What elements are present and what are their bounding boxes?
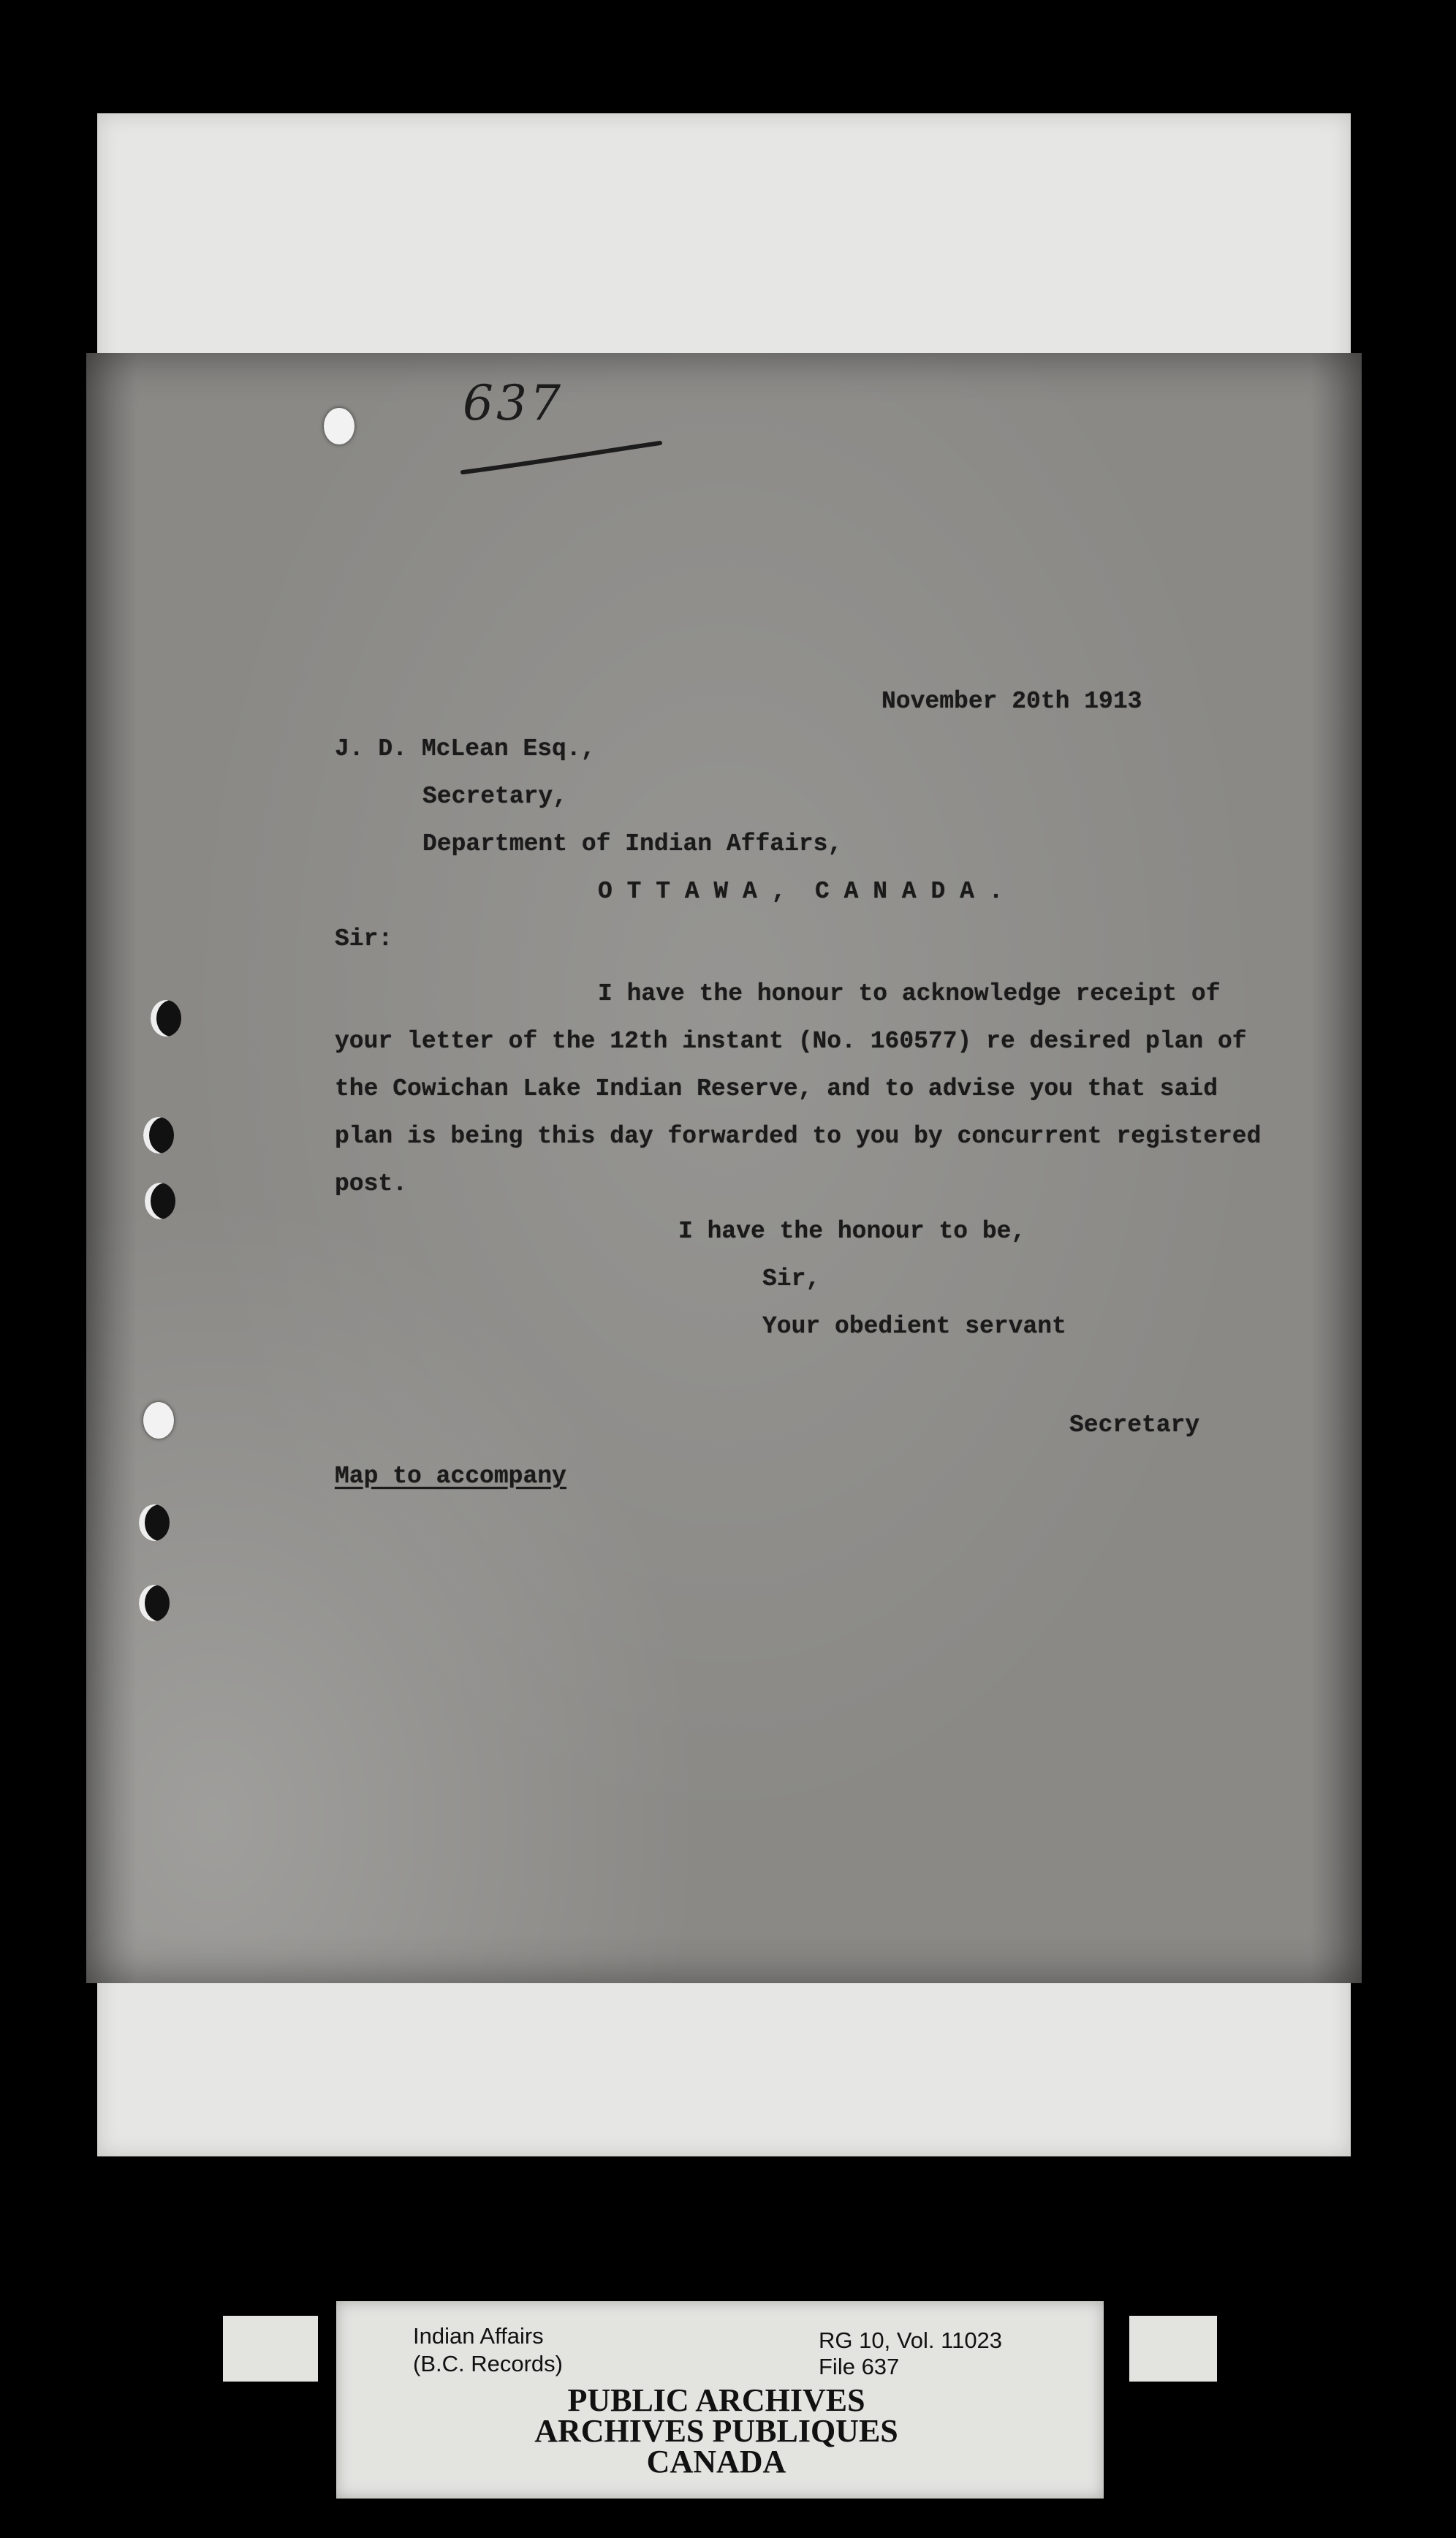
punch-hole xyxy=(151,1000,181,1037)
enclosure-note: Map to accompany xyxy=(335,1463,566,1490)
punch-hole xyxy=(145,1183,175,1219)
signature-title: Secretary xyxy=(1069,1412,1200,1439)
punch-hole xyxy=(143,1402,174,1439)
archive-name-en: PUBLIC ARCHIVES xyxy=(567,2382,865,2418)
archive-collection: Indian Affairs xyxy=(413,2323,544,2349)
typed-letter xyxy=(86,353,1362,1983)
closing-line: Your obedient servant xyxy=(762,1313,1066,1340)
body-line: your letter of the 12th instant (No. 160577) re desired plan of xyxy=(335,1028,1247,1055)
addressee-department: Department of Indian Affairs, xyxy=(422,830,843,857)
punch-hole xyxy=(324,408,354,444)
letter-date: November 20th 1913 xyxy=(881,688,1142,715)
label-tab xyxy=(223,2316,318,2382)
archive-country: CANADA xyxy=(646,2444,786,2480)
closing-line: Sir, xyxy=(762,1265,821,1292)
punch-hole xyxy=(139,1585,170,1621)
archive-file: File 637 xyxy=(819,2354,900,2379)
closing-line: I have the honour to be, xyxy=(678,1218,1026,1245)
punch-hole xyxy=(139,1504,170,1541)
label-tab xyxy=(1129,2316,1217,2382)
addressee-name: J. D. McLean Esq., xyxy=(335,735,596,762)
handwritten-file-number: 637 xyxy=(463,375,564,431)
addressee-city: O T T A W A , C A N A D A . xyxy=(598,878,1004,905)
body-line: plan is being this day forwarded to you by concurrent registered xyxy=(335,1123,1262,1150)
handwritten-underline-stroke xyxy=(455,439,675,483)
archive-name-fr: ARCHIVES PUBLIQUES xyxy=(534,2413,898,2449)
punch-hole xyxy=(143,1117,174,1154)
body-line: the Cowichan Lake Indian Reserve, and to advise you that said xyxy=(335,1075,1218,1102)
body-line: post. xyxy=(335,1170,408,1197)
archive-label xyxy=(336,2301,1104,2499)
archive-sub-collection: (B.C. Records) xyxy=(413,2351,563,2376)
archive-volume: RG 10, Vol. 11023 xyxy=(819,2327,1003,2353)
addressee-title: Secretary, xyxy=(422,783,568,810)
salutation: Sir: xyxy=(335,925,393,952)
body-line: I have the honour to acknowledge receipt of xyxy=(598,980,1221,1007)
